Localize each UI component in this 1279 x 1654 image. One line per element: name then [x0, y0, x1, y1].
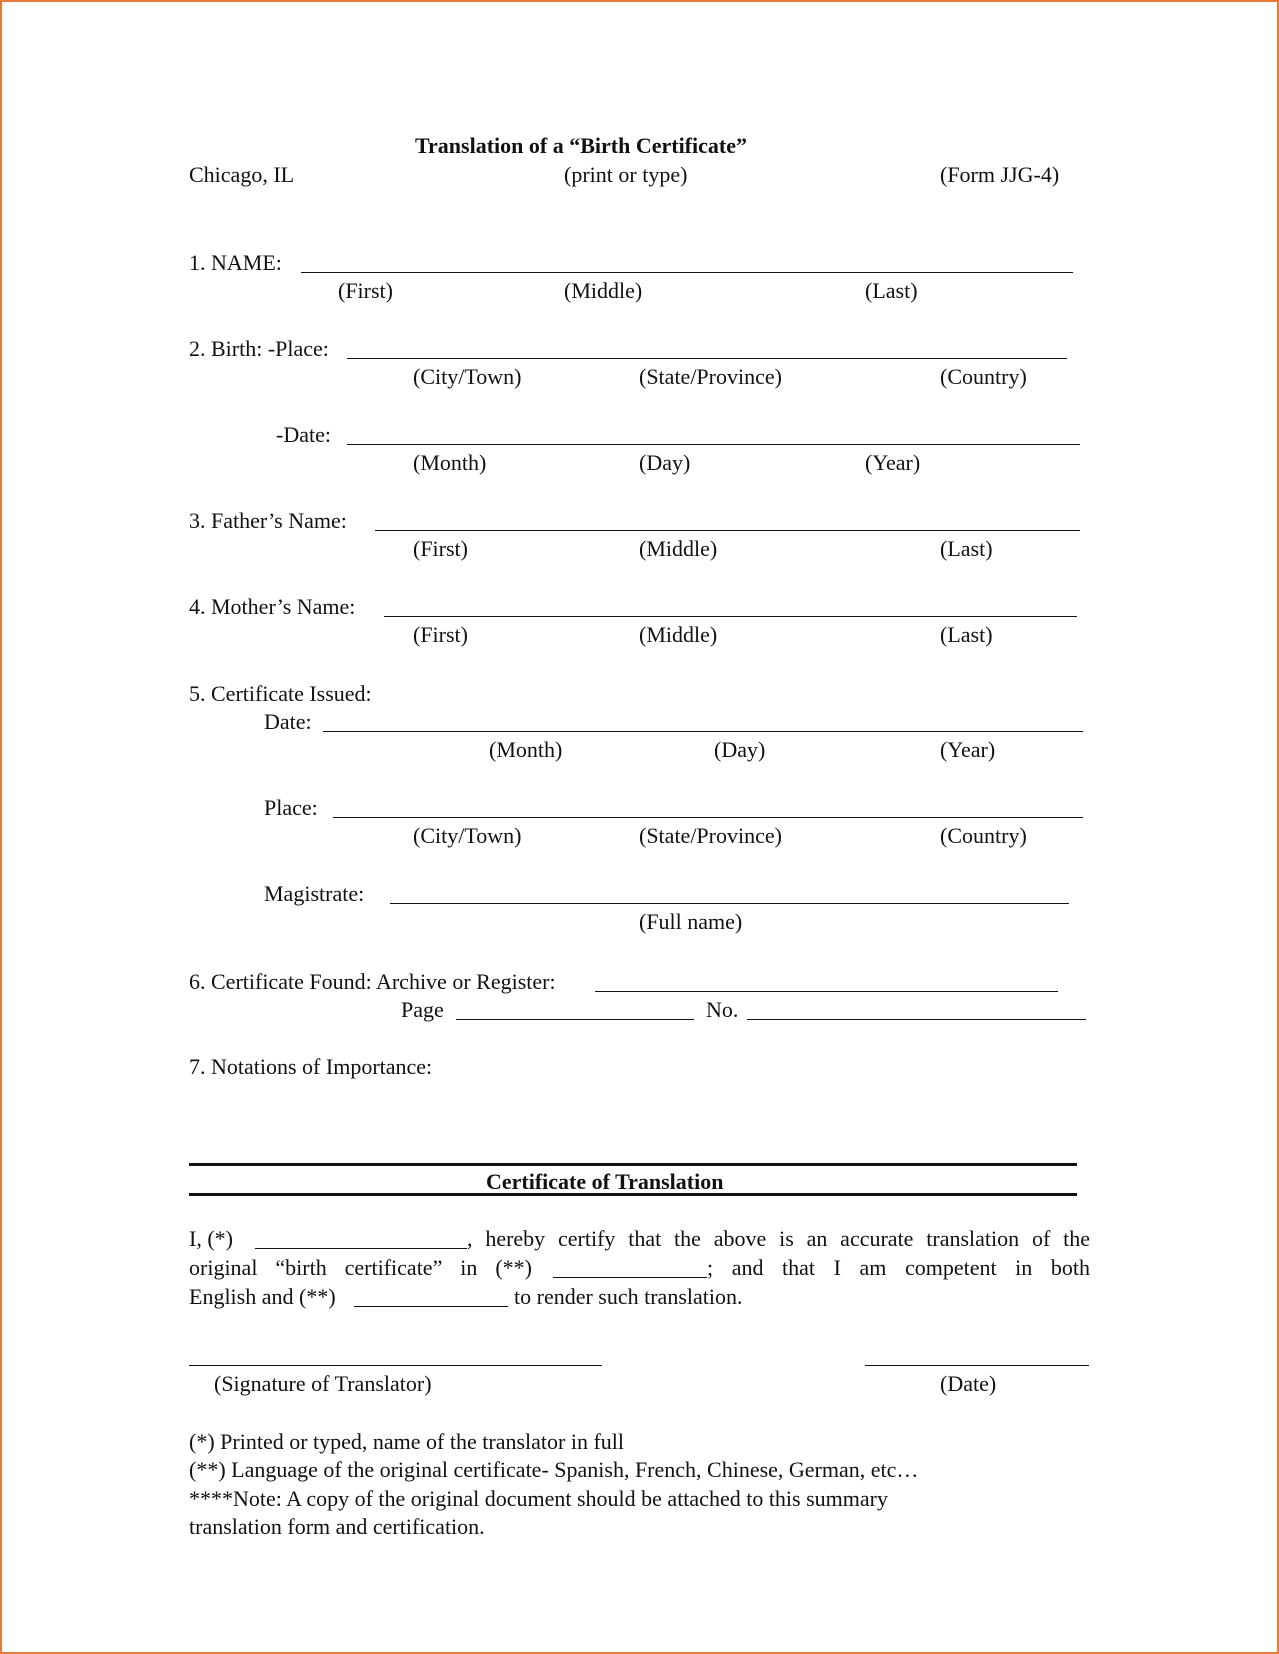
footnote-note: ****Note: A copy of the original document should be attached to this summary	[189, 1486, 888, 1511]
page-input-line[interactable]	[456, 1019, 694, 1020]
magistrate-input-line[interactable]	[390, 903, 1069, 904]
father-name-input-line[interactable]	[375, 530, 1080, 531]
father-middle-caption: (Middle)	[639, 536, 718, 561]
name-middle-caption: (Middle)	[564, 278, 643, 303]
location: Chicago, IL	[189, 162, 295, 187]
cert-line1-end: , hereby certify that the above is an accurate translation of the	[467, 1226, 1090, 1251]
father-name-label: 3. Father’s Name:	[189, 508, 347, 533]
mother-last-caption: (Last)	[940, 622, 993, 647]
signature-caption: (Signature of Translator)	[214, 1371, 432, 1396]
footnote-note-continued: translation form and certification.	[189, 1514, 485, 1539]
issued-date-input-line[interactable]	[323, 731, 1083, 732]
translator-name-input-line[interactable]	[255, 1248, 467, 1249]
birth-year-caption: (Year)	[865, 450, 921, 475]
name-input-line[interactable]	[301, 272, 1073, 273]
issued-date-label: Date:	[264, 709, 312, 734]
certificate-heading-underline	[189, 1193, 1077, 1196]
signature-input-line[interactable]	[189, 1365, 602, 1366]
birth-place-label: 2. Birth: -Place:	[189, 336, 329, 361]
name-label: 1. NAME:	[189, 250, 282, 275]
father-first-caption: (First)	[413, 536, 468, 561]
birth-state-caption: (State/Province)	[639, 364, 782, 389]
mother-name-input-line[interactable]	[384, 616, 1077, 617]
issued-place-input-line[interactable]	[333, 817, 1083, 818]
issued-state-caption: (State/Province)	[639, 823, 782, 848]
issued-city-caption: (City/Town)	[413, 823, 522, 848]
magistrate-fullname-caption: (Full name)	[639, 909, 743, 934]
magistrate-label: Magistrate:	[264, 881, 365, 906]
name-last-caption: (Last)	[865, 278, 918, 303]
notations-label: 7. Notations of Importance:	[189, 1054, 433, 1079]
certificate-found-label: 6. Certificate Found: Archive or Register:	[189, 969, 556, 994]
footnote-translator-name: (*) Printed or typed, name of the translator in full	[189, 1429, 624, 1454]
mother-middle-caption: (Middle)	[639, 622, 718, 647]
name-first-caption: (First)	[338, 278, 393, 303]
birth-place-input-line[interactable]	[347, 358, 1067, 359]
footnote-language: (**) Language of the original certificate- Spanish, French, Chinese, German, etc…	[189, 1457, 919, 1482]
form-title: Translation of a “Birth Certificate”	[415, 133, 747, 158]
date-input-line[interactable]	[865, 1365, 1089, 1366]
birth-day-caption: (Day)	[639, 450, 691, 475]
print-instruction: (print or type)	[564, 162, 688, 187]
cert-line3-start: English and (**)	[189, 1284, 336, 1309]
competent-language-input-line[interactable]	[354, 1306, 508, 1307]
cert-line3-end: to render such translation.	[514, 1284, 743, 1309]
issued-day-caption: (Day)	[714, 737, 766, 762]
date-caption: (Date)	[940, 1371, 997, 1396]
page-label: Page	[401, 997, 444, 1022]
issued-month-caption: (Month)	[489, 737, 563, 762]
father-last-caption: (Last)	[940, 536, 993, 561]
issued-place-label: Place:	[264, 795, 318, 820]
mother-first-caption: (First)	[413, 622, 468, 647]
birth-date-input-line[interactable]	[347, 444, 1080, 445]
form-id: (Form JJG-4)	[940, 162, 1060, 187]
no-input-line[interactable]	[747, 1019, 1086, 1020]
mother-name-label: 4. Mother’s Name:	[189, 594, 356, 619]
birth-country-caption: (Country)	[940, 364, 1027, 389]
no-label: No.	[706, 997, 739, 1022]
archive-register-input-line[interactable]	[595, 991, 1058, 992]
birth-city-caption: (City/Town)	[413, 364, 522, 389]
issued-year-caption: (Year)	[940, 737, 996, 762]
cert-line1-start: I, (*)	[189, 1226, 233, 1251]
notations-input-line[interactable]	[189, 1163, 1077, 1166]
issued-country-caption: (Country)	[940, 823, 1027, 848]
cert-line2-start: original “birth certificate” in (**)	[189, 1255, 532, 1280]
certificate-issued-label: 5. Certificate Issued:	[189, 681, 372, 706]
cert-line2-end: ; and that I am competent in both	[707, 1255, 1090, 1280]
original-language-input-line[interactable]	[553, 1277, 707, 1278]
certificate-heading: Certificate of Translation	[486, 1169, 724, 1194]
birth-date-label: -Date:	[276, 422, 331, 447]
birth-month-caption: (Month)	[413, 450, 487, 475]
